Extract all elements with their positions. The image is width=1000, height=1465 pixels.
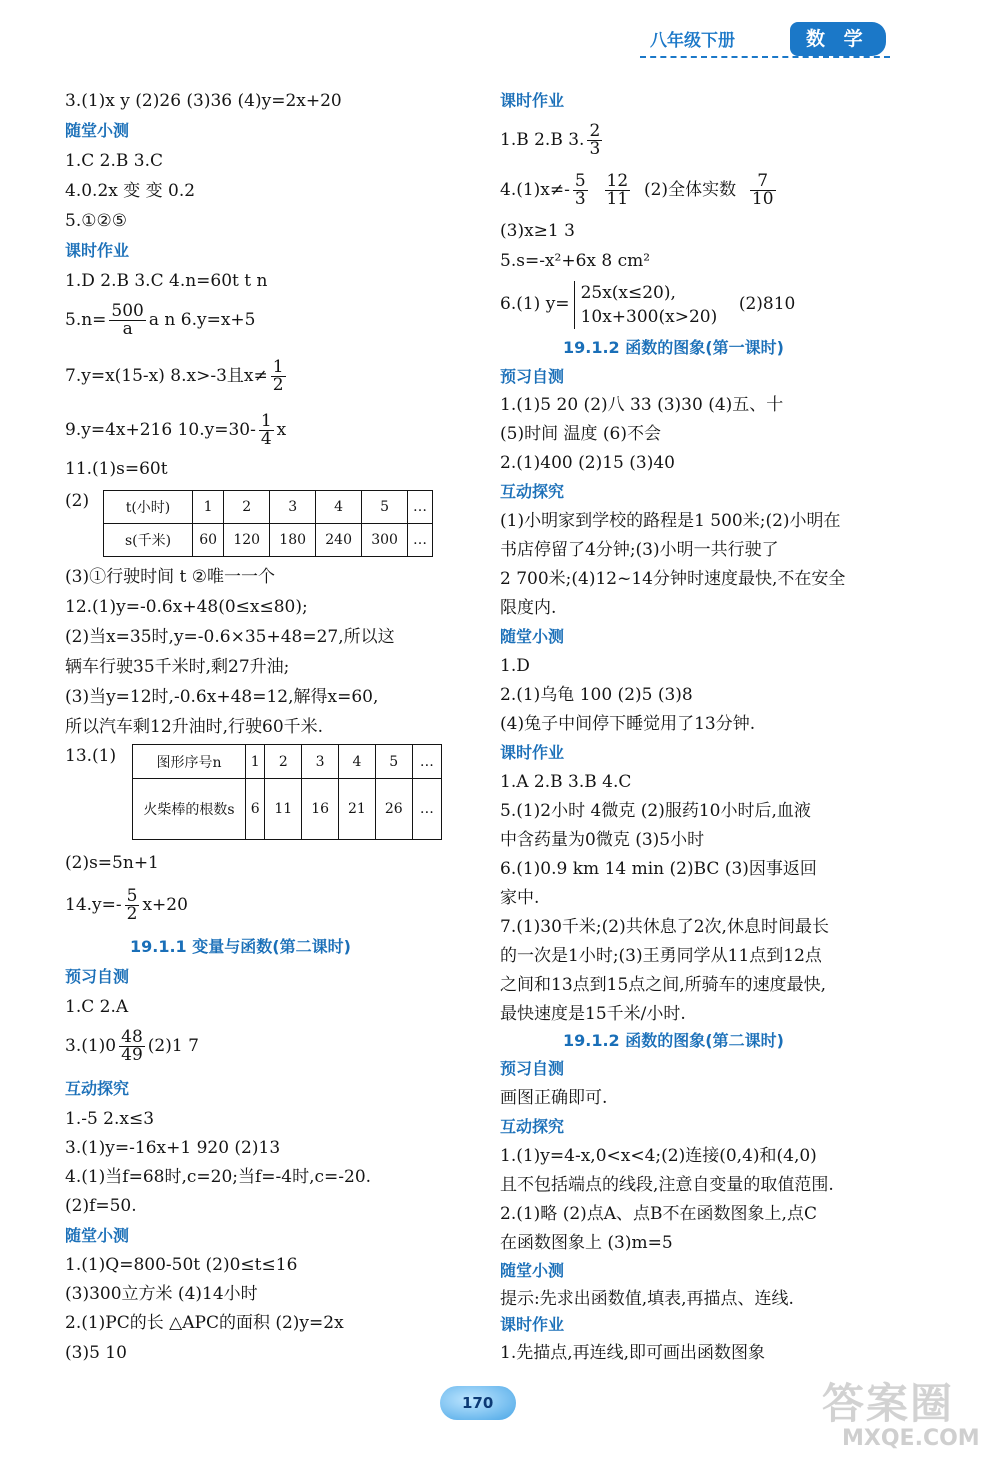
answer-line-fraction: 4.(1)x≠- $\frac{5}{3}$ $\frac{12}{11}$ (2)全体实数 $\frac{7}{10}$ (500, 171, 774, 209)
fraction: $\frac{48}{49}$ (121, 1027, 143, 1065)
answer-line: 1.D 2.B 3.C 4.n=60t t n (65, 271, 268, 291)
fraction: $\frac{1}{2}$ (272, 357, 284, 395)
brace: 25x(x≤20), 10x+300(x>20) (574, 281, 718, 329)
answer-line: 1.C 2.A (65, 997, 129, 1017)
answer-line: 的一次是1小时;(3)王勇同学从11点到12点 (500, 946, 822, 966)
table-cell: … (408, 491, 433, 524)
table-cell: 1 (193, 491, 224, 524)
page-number: 170 (462, 1394, 494, 1412)
subject-label: 数 学 (806, 28, 869, 50)
answer-line: (2)f=50. (65, 1196, 137, 1216)
answer-line: 且不包括端点的线段,注意自变量的取值范围. (500, 1175, 834, 1195)
table-row (104, 491, 433, 524)
answer-line: 提示:先求出函数值,填表,再描点、连线. (500, 1289, 794, 1309)
section-heading: 预习自测 (500, 367, 565, 386)
distance-table (103, 490, 433, 557)
answer-line: 3.(1)y=-16x+1 920 (2)13 (65, 1138, 281, 1158)
answer-line: 书店停留了4分钟;(3)小明一共行驶了 (500, 540, 779, 560)
section-heading: 互动探究 (500, 482, 565, 501)
answer-line: 2.(1)略 (2)点A、点B不在函数图象上,点C (500, 1204, 817, 1224)
section-heading: 互动探究 (65, 1079, 130, 1098)
table-cell: 5 (362, 491, 408, 524)
answer-line: 11.(1)s=60t (65, 459, 168, 479)
answer-line: 2.(1)乌龟 100 (2)5 (3)8 (500, 685, 693, 705)
table-cell: 图形序号n (133, 745, 246, 779)
table-cell: 2 (224, 491, 270, 524)
lesson-heading: 19.1.2 函数的图象(第二课时) (563, 1031, 784, 1050)
answer-line: (3)当y=12时,-0.6x+48=12,解得x=60, (65, 687, 379, 707)
answer-line: 1.-5 2.x≤3 (65, 1109, 155, 1129)
table-cell: 180 (270, 524, 316, 557)
table-row (133, 779, 442, 840)
section-heading: 课时作业 (65, 241, 130, 260)
answer-line: (3)300立方米 (4)14小时 (65, 1284, 258, 1304)
answer-line: 2.(1)PC的长 △APC的面积 (2)y=2x (65, 1313, 344, 1333)
answer-line: 限度内. (500, 598, 557, 618)
table-row (133, 745, 442, 779)
section-heading: 互动探究 (500, 1117, 565, 1136)
lesson-heading: 19.1.2 函数的图象(第一课时) (563, 338, 784, 357)
table-cell: 4 (339, 745, 376, 779)
watermark-logo: 答案圈 (822, 1379, 955, 1428)
matchstick-table (132, 744, 442, 840)
answer-line: 1.(1)y=4-x,0<x<4;(2)连接(0,4)和(4,0) (500, 1146, 817, 1166)
table-cell: 26 (375, 779, 412, 840)
fraction: $\frac{2}{3}$ (589, 121, 601, 159)
answer-line: (5)时间 温度 (6)不会 (500, 424, 661, 444)
table-cell: t(小时) (104, 491, 193, 524)
answer-line: 之间和13点到15点之间,所骑车的速度最快, (500, 975, 827, 995)
answer-line: 6.(1)0.9 km 14 min (2)BC (3)因事返回 (500, 859, 817, 879)
fraction: $\frac{1}{4}$ (260, 411, 272, 449)
section-heading: 随堂小测 (65, 121, 130, 140)
section-heading: 预习自测 (500, 1059, 565, 1078)
section-heading: 随堂小测 (500, 1261, 565, 1280)
fraction: $\frac{500}{a}$ (111, 301, 144, 339)
answer-line: 中含药量为0微克 (3)5小时 (500, 830, 705, 850)
answer-line: 1.C 2.B 3.C (65, 151, 163, 171)
answer-line: 1.D (500, 656, 530, 676)
answer-line: 2 700米;(4)12~14分钟时速度最快,不在安全 (500, 569, 846, 589)
table-cell: 11 (265, 779, 302, 840)
answer-line: (1)小明家到学校的路程是1 500米;(2)小明在 (500, 511, 841, 531)
section-heading: 预习自测 (65, 967, 130, 986)
section-heading: 课时作业 (500, 1315, 565, 1334)
answer-line-fraction: 14.y=- $\frac{5}{2}$ x+20 (65, 886, 188, 924)
table-cell: … (412, 779, 441, 840)
table-cell: 21 (339, 779, 376, 840)
table-row (104, 524, 433, 557)
table-cell: 4 (316, 491, 362, 524)
answer-line: 1.(1)Q=800-50t (2)0≤t≤16 (65, 1255, 298, 1275)
piecewise-answer: 6.(1) y= 25x(x≤20), 10x+300(x>20) (2)810 (500, 282, 796, 327)
answer-line: (3)5 10 (65, 1343, 127, 1363)
grade-label: 八年级下册 (650, 31, 735, 51)
answer-line: (3)x≥1 3 (500, 221, 575, 241)
answer-line: 在函数图象上 (3)m=5 (500, 1233, 673, 1253)
table-cell: 火柴棒的根数s (133, 779, 246, 840)
answer-line: 5.s=-x²+6x 8 cm² (500, 251, 651, 271)
fraction: $\frac{7}{10}$ (751, 171, 774, 209)
answer-line: (2) (65, 491, 90, 511)
fraction: $\frac{5}{2}$ (126, 886, 138, 924)
table-cell: 16 (302, 779, 339, 840)
answer-line: 5.(1)2小时 4微克 (2)服药10小时后,血液 (500, 801, 811, 821)
answer-line: (3)①行驶时间 t ②唯一一个 (65, 567, 275, 587)
section-heading: 随堂小测 (65, 1226, 130, 1245)
answer-line-fraction: 7.y=x(15-x) 8.x>-3且x≠ $\frac{1}{2}$ (65, 357, 284, 395)
answer-line: (4)兔子中间停下睡觉用了13分钟. (500, 714, 756, 734)
table-cell: 60 (193, 524, 224, 557)
watermark-url: MXQE.COM (842, 1426, 980, 1451)
table-cell: 240 (316, 524, 362, 557)
header-rule (640, 56, 890, 58)
answer-line: 3.(1)x y (2)26 (3)36 (4)y=2x+20 (65, 91, 342, 111)
answer-line: 所以汽车剩12升油时,行驶60千米. (65, 717, 324, 737)
answer-line-fraction: 9.y=4x+216 10.y=30- $\frac{1}{4}$ x (65, 411, 287, 449)
table-cell: 3 (270, 491, 316, 524)
section-heading: 课时作业 (500, 743, 565, 762)
answer-line: (2)s=5n+1 (65, 853, 159, 873)
fraction: $\frac{12}{11}$ (606, 171, 629, 209)
answer-line-fraction: 5.n= $\frac{500}{a}$ a n 6.y=x+5 (65, 301, 256, 339)
table-cell: … (412, 745, 441, 779)
table-cell: 300 (362, 524, 408, 557)
answer-line-fraction: 1.B 2.B 3. $\frac{2}{3}$ (500, 121, 601, 159)
answer-line: 家中. (500, 888, 540, 908)
table-cell: 3 (302, 745, 339, 779)
section-heading: 随堂小测 (500, 627, 565, 646)
answer-line: 4.(1)当f=68时,c=20;当f=-4时,c=-20. (65, 1167, 372, 1187)
answer-line: 1.先描点,再连线,即可画出函数图象 (500, 1343, 766, 1363)
answer-line: 13.(1) (65, 746, 117, 766)
table-cell: 6 (246, 779, 265, 840)
answer-line: 5.①②⑤ (65, 211, 127, 231)
answer-line: 画图正确即可. (500, 1088, 608, 1108)
table-cell: s(千米) (104, 524, 193, 557)
answer-line: 1.A 2.B 3.B 4.C (500, 772, 632, 792)
table-cell: … (408, 524, 433, 557)
answer-line-fraction: 3.(1)0 $\frac{48}{49}$ (2)1 7 (65, 1027, 199, 1065)
answer-line: 最快速度是15千米/小时. (500, 1004, 686, 1024)
answer-line: 1.(1)5 20 (2)八 33 (3)30 (4)五、十 (500, 395, 784, 415)
answer-line: 4.0.2x 变 变 0.2 (65, 181, 196, 201)
section-heading: 课时作业 (500, 91, 565, 110)
answer-line: 12.(1)y=-0.6x+48(0≤x≤80); (65, 597, 308, 617)
fraction: $\frac{5}{3}$ (574, 171, 586, 209)
table-cell: 1 (246, 745, 265, 779)
lesson-heading: 19.1.1 变量与函数(第二课时) (130, 937, 351, 956)
answer-line: 7.(1)30千米;(2)共休息了2次,休息时间最长 (500, 917, 829, 937)
table-cell: 5 (375, 745, 412, 779)
answer-line: 2.(1)400 (2)15 (3)40 (500, 453, 675, 473)
table-cell: 2 (265, 745, 302, 779)
answer-line: 辆车行驶35千米时,剩27升油; (65, 657, 290, 677)
table-cell: 120 (224, 524, 270, 557)
answer-line: (2)当x=35时,y=-0.6×35+48=27,所以这 (65, 627, 395, 647)
